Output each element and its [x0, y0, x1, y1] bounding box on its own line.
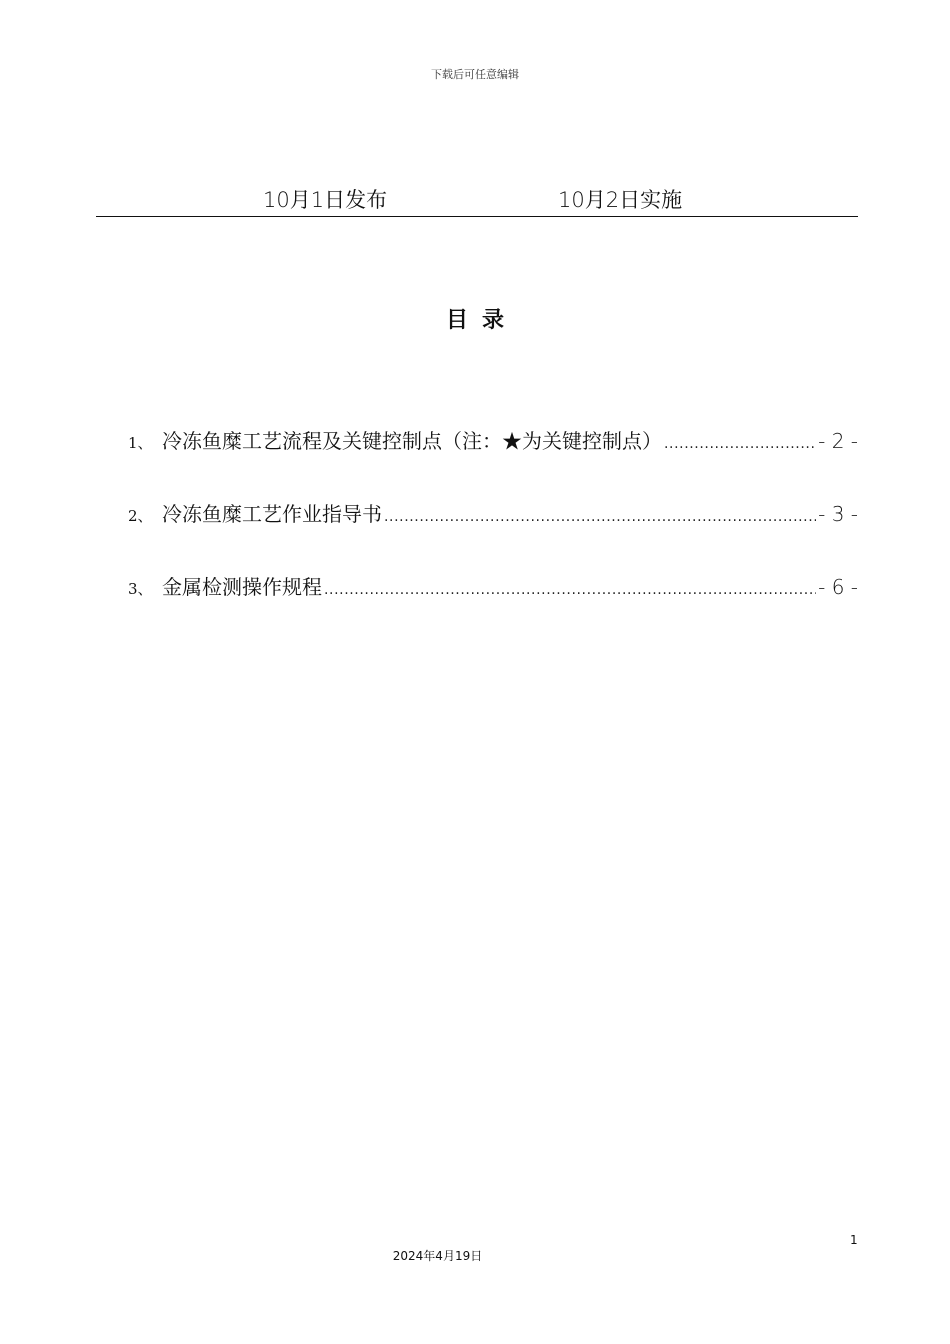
toc-leader-dots — [664, 429, 816, 459]
toc-title: 目录 — [445, 308, 518, 333]
toc-entry-title: 冷冻鱼糜工艺作业指导书 — [162, 502, 382, 526]
toc-entry-number: 1、 — [128, 434, 153, 452]
toc-entry-page: - 3 - — [818, 502, 858, 526]
toc-entry-page: - 2 - — [818, 429, 858, 453]
toc-entry-title: 冷冻鱼糜工艺流程及关键控制点（注：★为关键控制点） — [162, 429, 662, 453]
footer-date: 2024年4月19日 — [392, 1249, 483, 1263]
header-note: 下载后可任意编辑 — [431, 68, 519, 81]
toc-entry-title: 金属检测操作规程 — [162, 575, 322, 599]
toc-entry[interactable] — [128, 499, 858, 529]
page-number: 1 — [850, 1233, 858, 1247]
toc-entry-number: 2、 — [128, 507, 153, 525]
toc-leader-dots — [324, 575, 816, 605]
toc-entry[interactable] — [128, 426, 858, 456]
implement-date: 10月2日实施 — [558, 188, 683, 212]
dates-row — [96, 186, 858, 217]
toc-entry-number: 3、 — [128, 580, 153, 598]
toc-leader-dots — [384, 502, 816, 532]
toc-entry[interactable] — [128, 572, 858, 602]
toc-entry-page: - 6 - — [818, 575, 858, 599]
publish-date: 10月1日发布 — [263, 188, 388, 212]
table-of-contents — [128, 426, 858, 645]
